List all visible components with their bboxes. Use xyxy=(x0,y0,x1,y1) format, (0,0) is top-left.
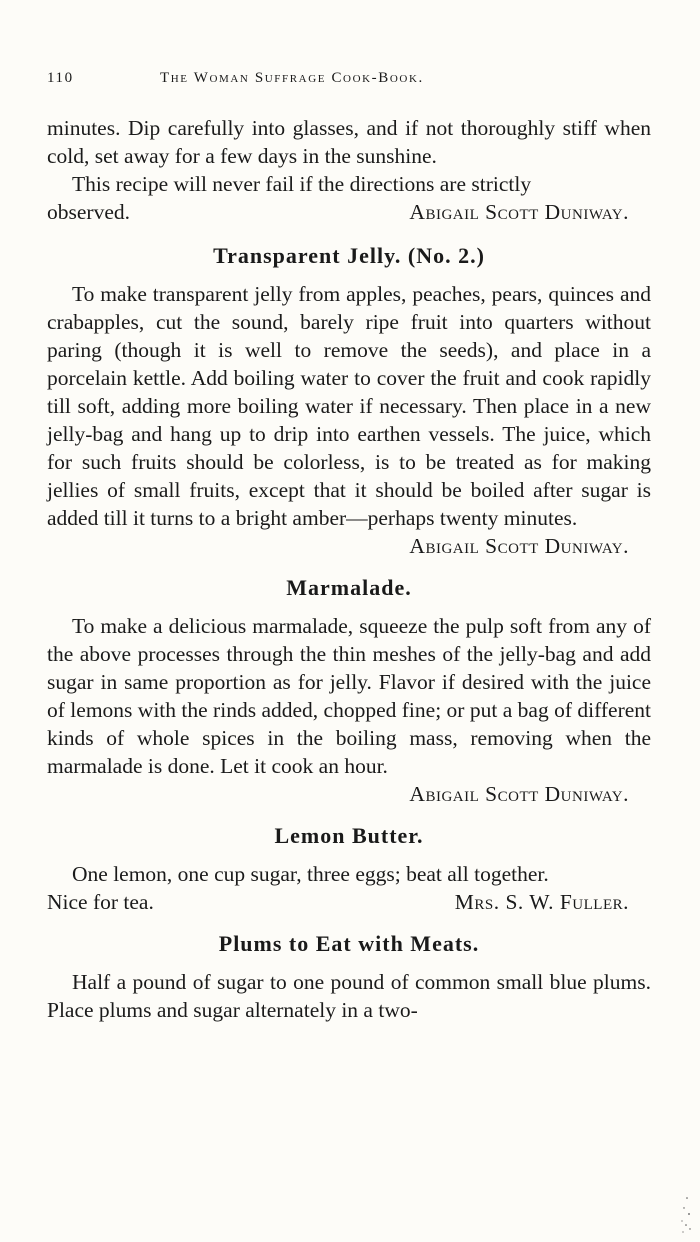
recipe-text-plums: Half a pound of sugar to one pound of common small blue plums. Place plums and sugar alternately in a two- xyxy=(47,970,651,1022)
page-body xyxy=(47,114,651,1024)
recipe-text-lemon-butter: One lemon, one cup sugar, three eggs; beat all together. xyxy=(72,862,549,886)
recipe-heading-plums: Plums to Eat with Meats. xyxy=(218,931,480,956)
recipe-heading-transparent-jelly: Transparent Jelly. (No. 2.) xyxy=(213,243,485,268)
signature-duniway-1: Abigail Scott Duniway. xyxy=(409,200,629,224)
page-number: 110 xyxy=(47,70,74,86)
continuation-paragraph: minutes. Dip carefully into glasses, and if not thoroughly stiff when cold, set away for a few days in the sunshine. xyxy=(47,116,651,168)
running-head xyxy=(47,70,651,92)
continuation-signature-line xyxy=(47,198,651,226)
signature-duniway-3: Abigail Scott Duniway. xyxy=(409,782,629,806)
continuation-note xyxy=(47,170,651,198)
continuation-note-end: observed. xyxy=(47,200,130,224)
signature-fuller: Mrs. S. W. Fuller. xyxy=(454,890,629,914)
continuation-note-text: This recipe will never fail if the directions are strictly xyxy=(72,172,532,196)
lemon-butter-signature-line xyxy=(47,888,651,916)
recipe-text-transparent-jelly: To make transparent jelly from apples, peaches, pears, quinces and crabapples, cut the sound, barely ripe fruit into quarters without paring (though it is well to remove the seeds), and place in a porcelain kettle. Add boiling water to cover the fruit and cook rapidly till soft, adding more boiling water if necessary. Then place in a new jelly-bag and hang up to drip into earthen vessels. The juice, which for such fruits should be colorless, is to be treated as for making jellies of small fruits, except that it should be boiled after sugar is added till it turns to a bright amber—perhaps twenty minutes. xyxy=(47,282,651,530)
recipe-text-marmalade: To make a delicious marmalade, squeeze the pulp soft from any of the above processes through the thin meshes of the jelly-bag and add sugar in same proportion as for jelly. Flavor if desired with the juice of lemons with the rinds added, chopped fine; or put a bag of different kinds of whole spices in the boiling mass, removing when the marmalade is done. Let it cook an hour. xyxy=(47,614,651,778)
running-title: The Woman Suffrage Cook-Book. xyxy=(160,70,424,86)
signature-duniway-2: Abigail Scott Duniway. xyxy=(409,534,629,558)
recipe-heading-lemon-butter: Lemon Butter. xyxy=(274,823,424,848)
page-edge-speckle xyxy=(678,1194,692,1234)
recipe-heading-marmalade: Marmalade. xyxy=(286,575,412,600)
recipe-text-lemon-butter-end: Nice for tea. xyxy=(47,890,154,914)
